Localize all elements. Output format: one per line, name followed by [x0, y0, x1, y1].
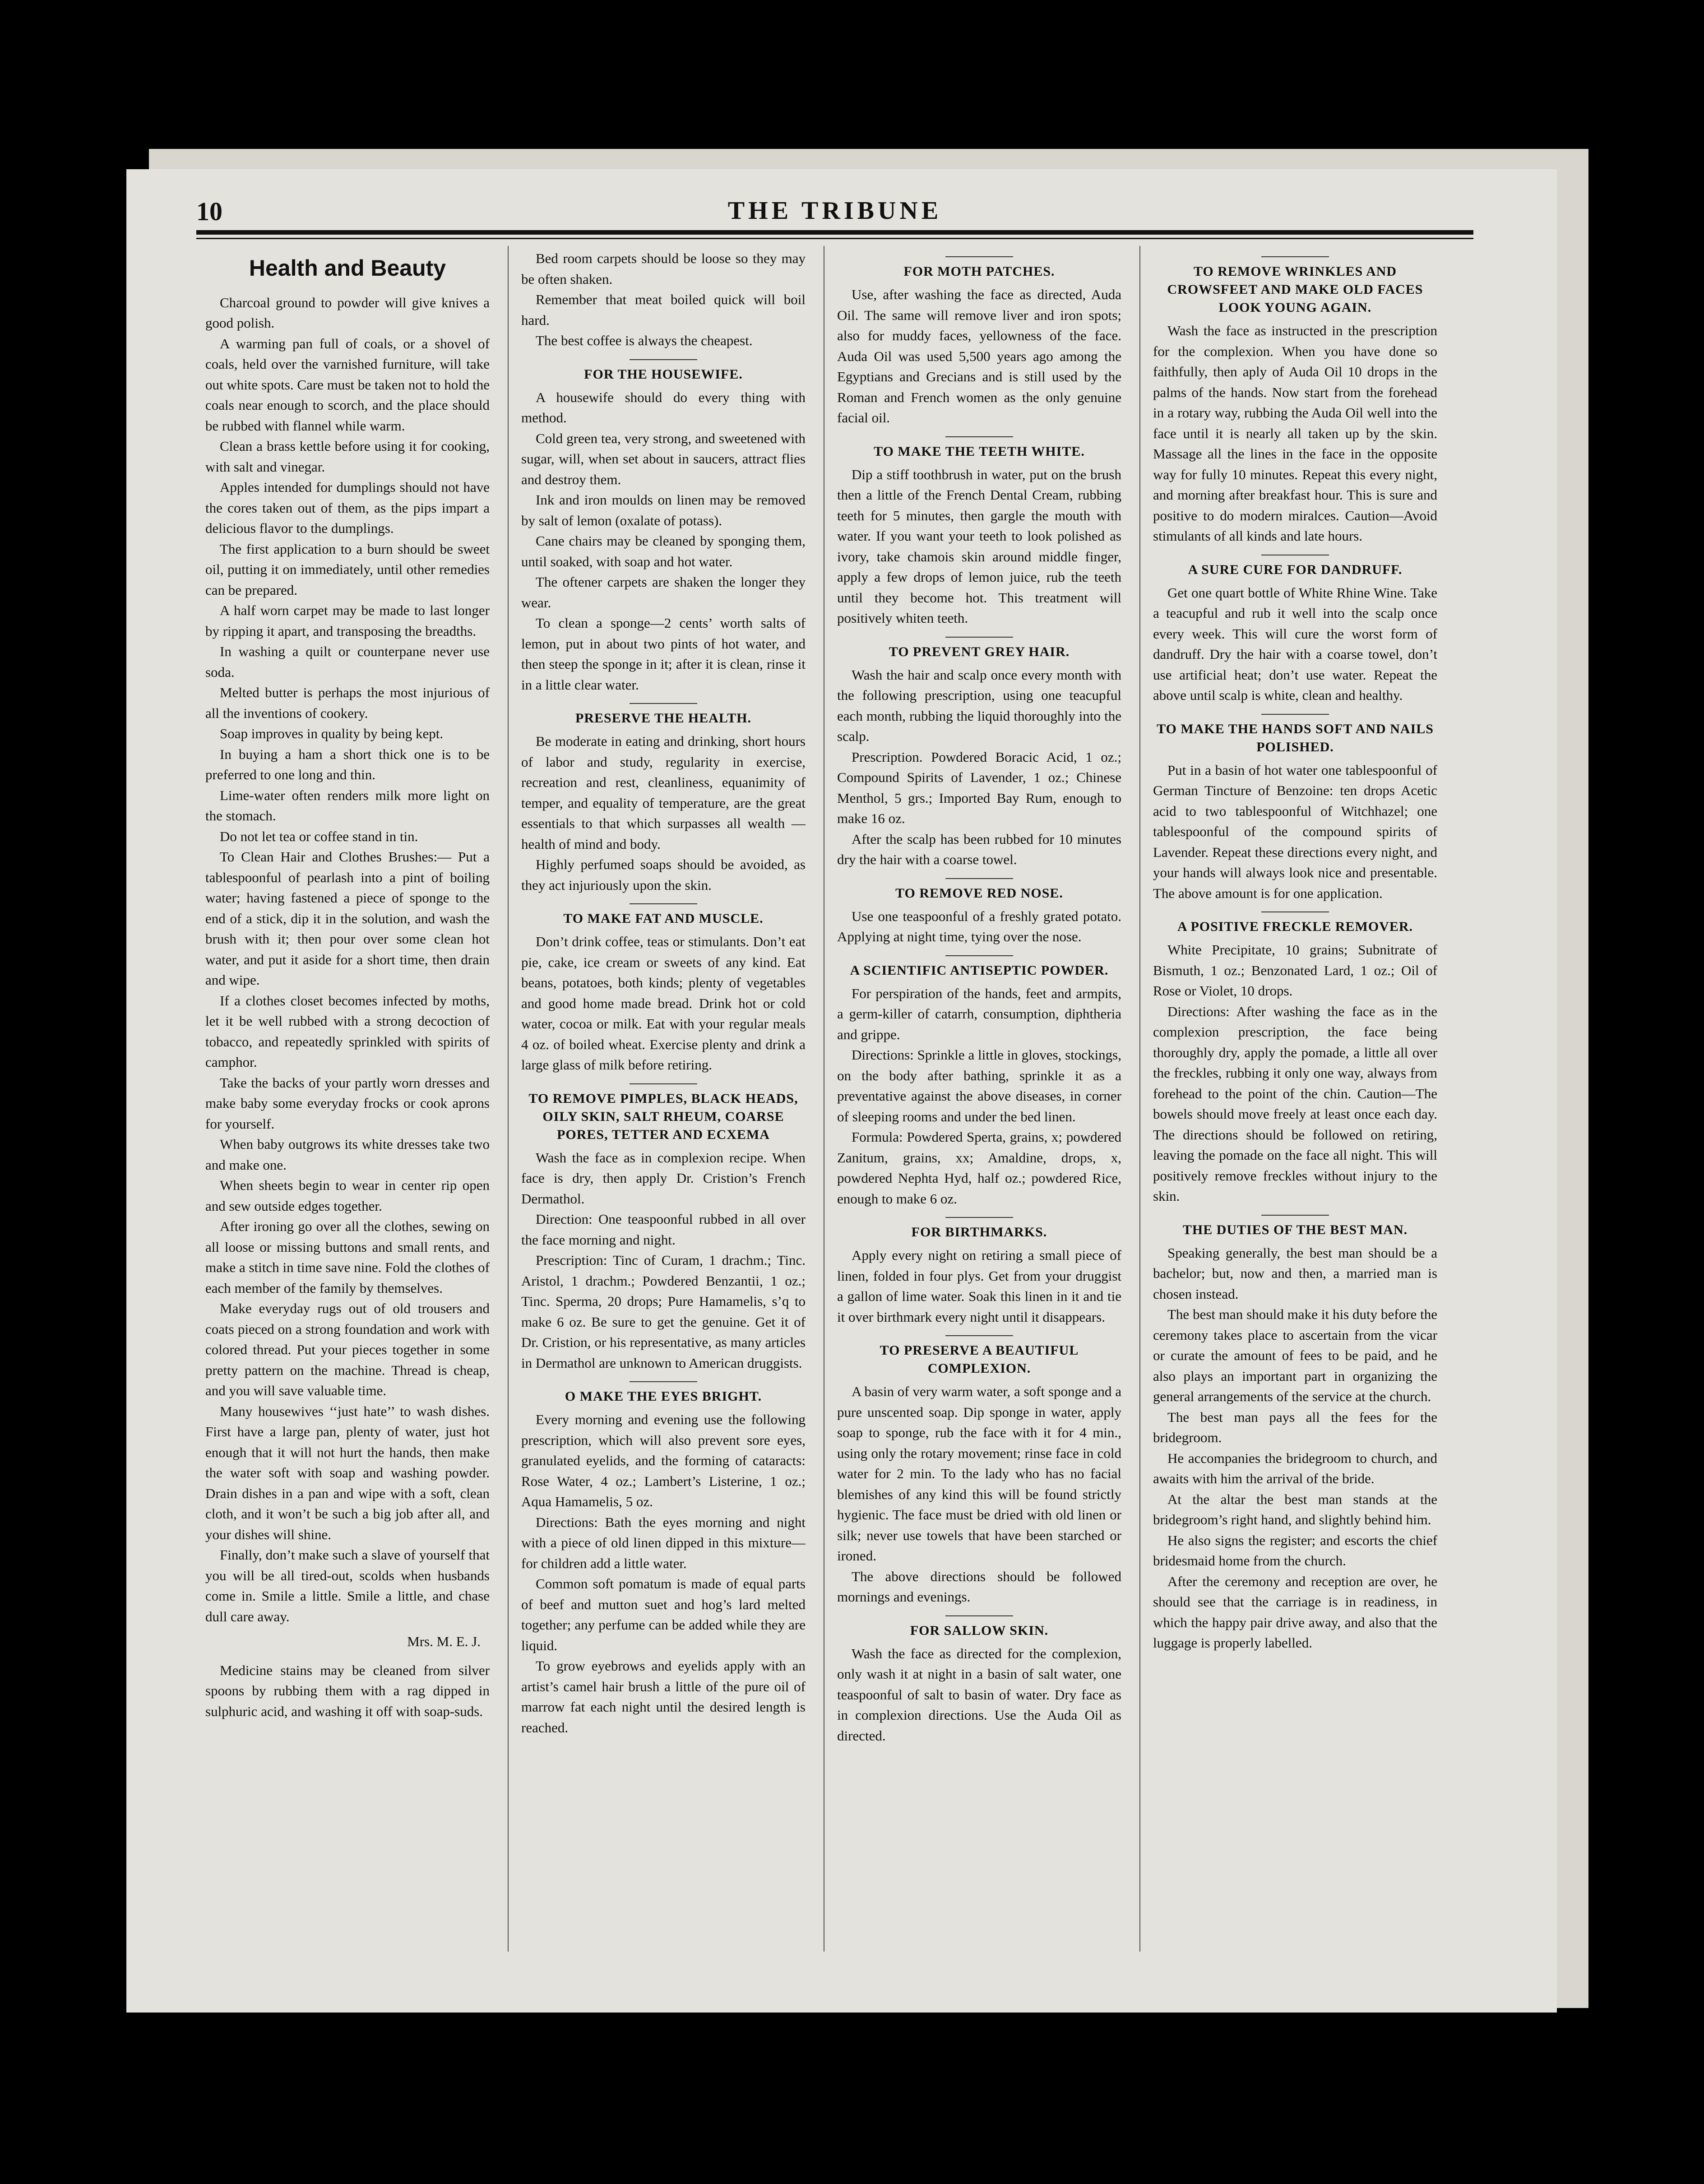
article-paragraph: Cold green tea, very strong, and sweetened with sugar, will, when set about in saucers, attract flies and destroy them.	[521, 430, 806, 487]
article-paragraph: Finally, don’t make such a slave of yourself that you will be all tired-out, scolds when husbands come in. Smile a little. Smile a little, and chase dull care away.	[205, 1547, 490, 1624]
article-paragraph: A housewife should do every thing with method.	[521, 389, 806, 426]
column-3	[837, 248, 1121, 1963]
article-paragraph: After the ceremony and reception are over, he should see that the carriage is in readiness, in which the happy pair drive away, and also that the luggage is properly labelled.	[1153, 1573, 1437, 1651]
article-paragraph: Apply every night on retiring a small piece of linen, folded in four plys. Get from your druggist a gallon of lime water. Soak this linen in it and tie it over birthmark every night until it disappears.	[837, 1247, 1121, 1325]
article-paragraph: Direction: One teaspoonful rubbed in all over the face morning and night.	[521, 1211, 806, 1248]
article-paragraph: Use one teaspoonful of a freshly grated potato. Applying at night time, tying over the nose.	[837, 908, 1121, 944]
article-paragraph: Directions: Sprinkle a little in gloves, stockings, on the body after bathing, sprinkle it as a preventative against the above diseases, in corner of sleeping rooms and under the bed linen.	[837, 1047, 1121, 1124]
article-paragraph: To grow eyebrows and eyelids apply with an artist’s camel hair brush a little of the pure oil of marrow fat each night until the desired length is reached.	[521, 1658, 806, 1735]
article-heading: FOR BIRTHMARKS.	[841, 1217, 1118, 1241]
page-header	[196, 196, 1473, 232]
article-paragraph: For perspiration of the hands, feet and armpits, a germ-killer of catarrh, consumption, diphtheria and grippe.	[837, 985, 1121, 1042]
article-heading: TO REMOVE PIMPLES, BLACK HEADS, OILY SKIN, SALT RHEUM, COARSE PORES, TETTER AND ECXEMA	[525, 1083, 802, 1144]
article-paragraph: A basin of very warm water, a soft sponge and a pure unscented soap. Dip sponge in water, apply soap to sponge, rub the face with it for 4 min., using only the rotary movement; rinse face in cold water for 2 min. To the lady who has no facial blemishes of any kind this will be found strictly hygienic. The face must be dried with old linen or silk; never use towels that have been starched or ironed.	[837, 1384, 1121, 1564]
article-paragraph: Directions: After washing the face as in the complexion prescription, the face being thoroughly dry, apply the pomade, a little all over the freckles, rubbing it only one way, always from forehead to the point of the chin. Caution—The bowels should move freely at least once each day. The directions should be followed on retiring, leaving the pomade on the face all night. This will positively remove freckles without injury to the skin.	[1153, 1003, 1437, 1204]
article-paragraph: Bed room carpets should be loose so they may be often shaken.	[521, 250, 806, 287]
article-paragraph: Highly perfumed soaps should be avoided, as they act injuriously upon the skin.	[521, 856, 806, 893]
masthead-title: THE TRIBUNE	[727, 197, 942, 225]
column-divider	[508, 246, 509, 1952]
article-paragraph: Soap improves in quality by being kept.	[220, 726, 444, 741]
article-paragraph: Do not let tea or coffee stand in tin.	[220, 828, 418, 844]
article-paragraph: Every morning and evening use the following prescription, which will also prevent sore eyes, granulated eyelids, and the forming of cataracts: Rose Water, 4 oz.; Lambert’s Listerine, 1 oz.; Aqua Hamamelis, 5 oz.	[521, 1411, 806, 1509]
article-paragraph: Get one quart bottle of White Rhine Wine. Take a teacupful and rub it well into the scalp once every week. This will cure the worst form of dandruff. Dry the hair with a coarse towel, don’t use artificial heat; don’t use water. Repeat the above until scalp is white, clean and healthy.	[1153, 584, 1437, 703]
article-paragraph: White Precipitate, 10 grains; Subnitrate of Bismuth, 1 oz.; Benzonated Lard, 1 oz.; Oil of Rose or Violet, 10 drops.	[1153, 942, 1437, 999]
article-paragraph: Wash the face as instructed in the prescription for the complexion. When you have done so faithfully, then aply of Auda Oil 10 drops in the palms of the hands. Now start from the forehead in a rotary way, rubbing the Auda Oil well into the face until it is nearly all taken up by the skin. Massage all the lines in the face in the opposite way for fully 10 minutes. Repeat this every night, and morning after breakfast hour. This is sure and positive to do modern miralces. Caution—Avoid stimulants of all kinds and late hours.	[1153, 323, 1437, 544]
article-paragraph: Don’t drink coffee, teas or stimulants. Don’t eat pie, cake, ice cream or sweets of any kind. Eat beans, potatoes, both kinds; plenty of vegetables and good home made bread. Drink hot or cold water, cocoa or milk. Eat with your regular meals 4 oz. of boiled wheat. Exercise plenty and drink a large glass of milk before retiring.	[521, 934, 806, 1073]
article-paragraph: Many housewives ‘‘just hate’’ to wash dishes. First have a large pan, plenty of water, just hot enough that it will not hurt the hands, then make the water soft with soap and washing powder. Drain dishes in a pan and wipe with a soft, clean cloth, and it won’t be such a big job after all, and your dishes will shine.	[205, 1403, 490, 1542]
header-rule	[196, 230, 1473, 235]
article-paragraph: After ironing go over all the clothes, sewing on all loose or missing buttons and small rents, and make a stitch in time save nine. Fold the clothes of each member of the family by themselves.	[205, 1218, 490, 1296]
article-paragraph: If a clothes closet becomes infected by moths, let it be well rubbed with a strong decoction of tobacco, and repeatedly sprinkled with spirits of camphor.	[205, 992, 490, 1070]
article-paragraph: To Clean Hair and Clothes Brushes:— Put a tablespoonful of pearlash into a pint of boiling water; having fastened a piece of sponge to the end of a stick, dip it in the solution, and wash the brush with it; then pour over some clean hot water, and put it aside for a short time, then drain and wipe.	[205, 849, 490, 988]
author-signature: Mrs. M. E. J.	[407, 1633, 481, 1649]
article-paragraph: Remember that meat boiled quick will boil hard.	[521, 292, 806, 328]
article-heading: TO REMOVE RED NOSE.	[841, 878, 1118, 902]
article-paragraph: After the scalp has been rubbed for 10 minutes dry the hair with a coarse towel.	[837, 831, 1121, 867]
article-paragraph: Wash the hair and scalp once every month with the following prescription, using one teacupful each month, rubbing the liquid thoroughly into the scalp.	[837, 666, 1121, 744]
header-rule-thin	[196, 238, 1473, 239]
article-paragraph: Clean a brass kettle before using it for cooking, with salt and vinegar.	[205, 438, 490, 475]
article-heading: TO PREVENT GREY HAIR.	[841, 637, 1118, 661]
article-paragraph: Cane chairs may be cleaned by sponging them, until soaked, with soap and hot water.	[521, 533, 806, 569]
article-paragraph: Speaking generally, the best man should be a bachelor; but, now and then, a married man is chosen instead.	[1153, 1245, 1437, 1302]
article-heading: THE DUTIES OF THE BEST MAN.	[1157, 1215, 1434, 1239]
article-paragraph: Prescription. Powdered Boracic Acid, 1 oz.; Compound Spirits of Lavender, 1 oz.; Chinese Menthol, 5 grs.; Imported Bay Rum, enough to make 16 oz.	[837, 749, 1121, 826]
article-heading: A SURE CURE FOR DANDRUFF.	[1157, 555, 1434, 579]
article-paragraph: Ink and iron moulds on linen may be removed by salt of lemon (oxalate of potass).	[521, 492, 806, 528]
newspaper-page	[126, 169, 1557, 2013]
article-heading: FOR SALLOW SKIN.	[841, 1615, 1118, 1640]
article-paragraph: Prescription: Tinc of Curam, 1 drachm.; Tinc. Aristol, 1 drachm.; Powdered Benzantii, 1 oz.; Tinc. Sperma, 20 drops; Pure Hamamelis, s’q to make 6 oz. Be sure to get the genuine. Get it of Dr. Cristion, or his representative, as many articles in Dermathol are unknown to American druggists.	[521, 1252, 806, 1371]
column-divider	[1139, 246, 1140, 1952]
article-paragraph: The oftener carpets are shaken the longer they wear.	[521, 574, 806, 611]
article-paragraph: Use, after washing the face as directed, Auda Oil. The same will remove liver and iron spots; also for muddy faces, yellowness of the face. Auda Oil was used 5,500 years ago among the Egyptians and Grecians and is still used by the Roman and French women as the only genuine facial oil.	[837, 287, 1121, 426]
article-paragraph: Make everyday rugs out of old trousers and coats pieced on a strong foundation and work with colored thread. Put your pieces together in some pretty pattern on the machine. Thread is cheap, and you will save valuable time.	[205, 1300, 490, 1398]
article-paragraph: Put in a basin of hot water one tablespoonful of German Tincture of Benzoine: ten drops Acetic acid to two tablespoonful of Witchhazel; one tablespoonful of the compound spirits of Lavender. Repeat these directions every night, and your hands will always look nice and presentable. The above amount is for one application.	[1153, 762, 1437, 901]
article-paragraph: Charcoal ground to powder will give knives a good polish.	[205, 294, 490, 331]
article-paragraph: The best man pays all the fees for the bridegroom.	[1153, 1409, 1437, 1445]
article-heading: TO MAKE THE HANDS SOFT AND NAILS POLISHED.	[1157, 714, 1434, 756]
article-paragraph: Directions: Bath the eyes morning and night with a piece of old linen dipped in this mixture—for children add a little water.	[521, 1514, 806, 1571]
article-heading: TO PRESERVE A BEAUTIFUL COMPLEXION.	[841, 1335, 1118, 1378]
article-paragraph: The above directions should be followed mornings and evenings.	[837, 1568, 1121, 1605]
article-paragraph: Common soft pomatum is made of equal parts of beef and mutton suet and hog’s lard melted together; any perfume can be added while they are liquid.	[521, 1576, 806, 1653]
article-heading: FOR MOTH PATCHES.	[841, 256, 1118, 281]
page-edge-top	[149, 149, 1570, 169]
article-heading: TO REMOVE WRINKLES AND CROWSFEET AND MAKE OLD FACES LOOK YOUNG AGAIN.	[1157, 256, 1434, 317]
article-heading: A POSITIVE FRECKLE REMOVER.	[1157, 912, 1434, 936]
section-title: Health and Beauty	[249, 255, 446, 281]
article-paragraph: Wash the face as in complexion recipe. When face is dry, then apply Dr. Cristion’s French Dermathol.	[521, 1149, 806, 1207]
article-paragraph: Wash the face as directed for the complexion, only wash it at night in a basin of salt water, one teaspoonful of salt to basin of water. Dry face as in complexion directions. Use the Auda Oil as directed.	[837, 1645, 1121, 1744]
article-paragraph: He also signs the register; and escorts the chief bridesmaid home from the church.	[1153, 1532, 1437, 1569]
article-paragraph: The best man should make it his duty before the ceremony takes place to ascertain from the vicar or curate the amount of fees to be paid, and he also plays an important part in organizing the general arrangements of the service at the church.	[1153, 1306, 1437, 1404]
article-paragraph: Medicine stains may be cleaned from silver spoons by rubbing them with a rag dipped in sulphuric acid, and washing it off with soap-suds.	[205, 1662, 490, 1719]
article-paragraph: At the altar the best man stands at the bridegroom’s right hand, and slightly behind him.	[1153, 1491, 1437, 1527]
page-edge-right	[1557, 149, 1588, 2008]
article-paragraph: A half worn carpet may be made to last longer by ripping it apart, and transposing the breadths.	[205, 602, 490, 639]
article-paragraph: In buying a ham a short thick one is to be preferred to one long and thin.	[205, 746, 490, 782]
article-heading: TO MAKE THE TEETH WHITE.	[841, 436, 1118, 461]
article-paragraph: The best coffee is always the cheapest.	[536, 333, 753, 348]
article-heading: O MAKE THE EYES BRIGHT.	[525, 1381, 802, 1406]
article-paragraph: Formula: Powdered Sperta, grains, x; powdered Zanitum, grains, xx; Amaldine, drops, x, powdered Nephta Hyd, half oz.; powdered Rice, enough to make 6 oz.	[837, 1129, 1121, 1207]
article-heading: TO MAKE FAT AND MUSCLE.	[525, 903, 802, 928]
article-paragraph: Melted butter is perhaps the most injurious of all the inventions of cookery.	[205, 685, 490, 721]
article-paragraph: When baby outgrows its white dresses take two and make one.	[205, 1136, 490, 1173]
article-paragraph: Lime-water often renders milk more light on the stomach.	[205, 787, 490, 824]
article-heading: FOR THE HOUSEWIFE.	[525, 359, 802, 384]
page-number: 10	[196, 197, 222, 226]
article-paragraph: In washing a quilt or counterpane never use soda.	[205, 643, 490, 680]
article-paragraph: Take the backs of your partly worn dresses and make baby some everyday frocks or cook aprons for yourself.	[205, 1074, 490, 1132]
article-heading: A SCIENTIFIC ANTISEPTIC POWDER.	[841, 955, 1118, 980]
column-1	[205, 248, 490, 1963]
article-paragraph: When sheets begin to wear in center rip open and sew outside edges together.	[205, 1177, 490, 1214]
article-paragraph: Dip a stiff toothbrush in water, put on the brush then a little of the French Dental Cream, rubbing teeth for 5 minutes, then gargle the mouth with water. If you want your teeth to look polished as ivory, take chamois skin around middle finger, apply a few drops of lemon juice, rub the teeth until they become hot. This treatment will positively whiten teeth.	[837, 466, 1121, 626]
column-4	[1153, 248, 1437, 1963]
column-2	[521, 248, 806, 1963]
article-heading: PRESERVE THE HEALTH.	[525, 703, 802, 727]
article-paragraph: To clean a sponge—2 cents’ worth salts of lemon, put in about two pints of hot water, and then steep the sponge in it; after it is clean, rinse it in a little clear water.	[521, 615, 806, 693]
article-paragraph: Apples intended for dumplings should not have the cores taken out of them, as the pips impart a delicious flavor to the dumplings.	[205, 479, 490, 536]
article-paragraph: A warming pan full of coals, or a shovel of coals, held over the varnished furniture, will take out white spots. Care must be taken not to hold the coals near enough to scorch, and the place should be rubbed with flannel while warm.	[205, 335, 490, 434]
article-paragraph: He accompanies the bridegroom to church, and awaits with him the arrival of the bride.	[1153, 1450, 1437, 1486]
article-paragraph: Be moderate in eating and drinking, short hours of labor and study, regularity in exercise, recreation and rest, cleanliness, equanimity of temper, and equality of temperature, are the great essentials to that which surpasses all wealth — health of mind and body.	[521, 733, 806, 852]
article-paragraph: The first application to a burn should be sweet oil, putting it on immediately, until other remedies can be prepared.	[205, 541, 490, 598]
